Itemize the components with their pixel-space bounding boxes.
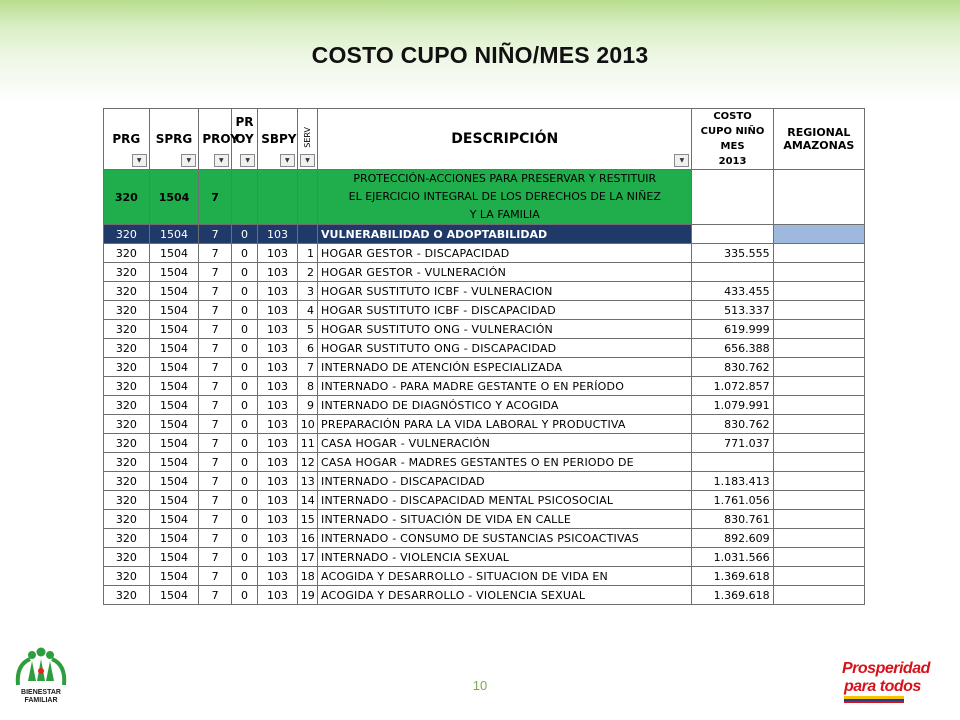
cell-sprg: 1504 (149, 339, 199, 358)
cell-costo: 830.761 (692, 510, 773, 529)
cell-proy: 7 (199, 301, 231, 320)
cell-pr: 0 (231, 377, 257, 396)
cell-descripcion: PREPARACIÓN PARA LA VIDA LABORAL Y PRODUCTIVA (318, 415, 692, 434)
cell-costo: 513.337 (692, 301, 773, 320)
cell-serv: 7 (297, 358, 317, 377)
cell-proy: 7 (199, 586, 231, 605)
cell-pr: 0 (231, 491, 257, 510)
cell-descripcion: HOGAR SUSTITUTO ICBF - DISCAPACIDAD (318, 301, 692, 320)
table-row (104, 472, 865, 491)
table-row (104, 358, 865, 377)
cell-descripcion: CASA HOGAR - MADRES GESTANTES O EN PERIODO DE (318, 453, 692, 472)
cell-pr: 0 (231, 472, 257, 491)
cell-sprg: 1504 (149, 529, 199, 548)
cell-regional (773, 529, 864, 548)
cell-regional (773, 263, 864, 282)
cell-sbpy: 103 (258, 567, 298, 586)
cell-regional (773, 339, 864, 358)
cell-sbpy: 103 (258, 396, 298, 415)
table-row (104, 453, 865, 472)
cell-sprg: 1504 (149, 225, 199, 244)
table-row (104, 586, 865, 605)
cell-descripcion: INTERNADO - DISCAPACIDAD MENTAL PSICOSOCIAL (318, 491, 692, 510)
cell-pr: 0 (231, 510, 257, 529)
cell-serv: 8 (297, 377, 317, 396)
cell-descripcion: HOGAR GESTOR - DISCAPACIDAD (318, 244, 692, 263)
cell-serv: 3 (297, 282, 317, 301)
cost-table (103, 108, 865, 605)
cell-prg: 320 (104, 244, 150, 263)
cell-serv: 17 (297, 548, 317, 567)
cell-sprg: 1504 (149, 510, 199, 529)
dropdown-arrow-icon[interactable]: ▼ (132, 154, 147, 167)
cell-sprg: 1504 (149, 282, 199, 301)
cell-sprg: 1504 (149, 548, 199, 567)
page-number: 10 (472, 678, 488, 693)
dropdown-arrow-icon[interactable]: ▼ (240, 154, 255, 167)
cell-pr: 0 (231, 567, 257, 586)
table-row (104, 491, 865, 510)
cell-regional (773, 491, 864, 510)
cell-pr: 0 (231, 453, 257, 472)
cell-costo: 1.031.566 (692, 548, 773, 567)
cell-serv: 6 (297, 339, 317, 358)
cell-proy: 7 (199, 472, 231, 491)
cell-proy: 7 (199, 415, 231, 434)
col-header-costo: COSTO CUPO NIÑO MES 2013 (692, 109, 773, 170)
table-row (104, 510, 865, 529)
cell-regional (773, 301, 864, 320)
cell-regional (773, 434, 864, 453)
table-row (104, 263, 865, 282)
cell-prg: 320 (104, 586, 150, 605)
cell-sprg: 1504 (149, 396, 199, 415)
cell-prg: 320 (104, 225, 150, 244)
cell-sbpy: 103 (258, 491, 298, 510)
cell-costo (692, 453, 773, 472)
cell-sprg: 1504 (149, 434, 199, 453)
cell-descripcion: HOGAR GESTOR - VULNERACIÓN (318, 263, 692, 282)
cell-costo: 830.762 (692, 415, 773, 434)
cell-costo: 656.388 (692, 339, 773, 358)
cell-pr (231, 170, 257, 225)
cell-prg: 320 (104, 510, 150, 529)
col-header-regional: REGIONAL AMAZONAS (773, 109, 864, 170)
cell-serv: 10 (297, 415, 317, 434)
table-row (104, 282, 865, 301)
cell-sprg: 1504 (149, 320, 199, 339)
cell-pr: 0 (231, 225, 257, 244)
cell-proy: 7 (199, 282, 231, 301)
cell-costo: 1.079.991 (692, 396, 773, 415)
table-row (104, 567, 865, 586)
cell-costo: 1.369.618 (692, 586, 773, 605)
cell-regional (773, 170, 864, 225)
family-icon (12, 645, 70, 689)
cell-sprg: 1504 (149, 301, 199, 320)
cell-serv: 16 (297, 529, 317, 548)
cell-costo: 1.183.413 (692, 472, 773, 491)
cell-serv: 1 (297, 244, 317, 263)
cell-prg: 320 (104, 472, 150, 491)
col-header-proy[interactable]: PROY ▼ (199, 109, 231, 170)
dropdown-arrow-icon[interactable]: ▼ (181, 154, 196, 167)
cell-sbpy: 103 (258, 472, 298, 491)
cell-proy: 7 (199, 244, 231, 263)
cell-sbpy: 103 (258, 225, 298, 244)
col-header-sbpy[interactable]: SBPY ▼ (258, 109, 298, 170)
cell-descripcion: HOGAR SUSTITUTO ONG - VULNERACIÓN (318, 320, 692, 339)
dropdown-arrow-icon[interactable]: ▼ (214, 154, 229, 167)
cell-costo (692, 225, 773, 244)
table-row (104, 339, 865, 358)
cell-sprg: 1504 (149, 567, 199, 586)
cell-pr: 0 (231, 548, 257, 567)
table-row (104, 548, 865, 567)
cell-descripcion: ACOGIDA Y DESARROLLO - VIOLENCIA SEXUAL (318, 586, 692, 605)
cell-proy: 7 (199, 225, 231, 244)
cell-serv: 18 (297, 567, 317, 586)
program-row (104, 170, 865, 225)
cell-regional (773, 320, 864, 339)
table-row (104, 415, 865, 434)
cell-sprg: 1504 (149, 586, 199, 605)
cell-regional (773, 453, 864, 472)
cell-sbpy: 103 (258, 510, 298, 529)
bienestar-familiar-logo: BIENESTAR FAMILIAR (12, 645, 70, 715)
cell-costo: 771.037 (692, 434, 773, 453)
cell-descripcion: INTERNADO - CONSUMO DE SUSTANCIAS PSICOACTIVAS (318, 529, 692, 548)
cell-sprg: 1504 (149, 244, 199, 263)
cell-pr: 0 (231, 415, 257, 434)
cell-proy: 7 (199, 434, 231, 453)
cell-serv (297, 170, 317, 225)
cell-descripcion: INTERNADO DE DIAGNÓSTICO Y ACOGIDA (318, 396, 692, 415)
cell-descripcion: INTERNADO - SITUACIÓN DE VIDA EN CALLE (318, 510, 692, 529)
table-row (104, 396, 865, 415)
cell-prg: 320 (104, 567, 150, 586)
cell-sbpy: 103 (258, 320, 298, 339)
table-row (104, 529, 865, 548)
cell-descripcion: PROTECCIÓN-ACCIONES PARA PRESERVAR Y RESTITUIR EL EJERCICIO INTEGRAL DE LOS DERECHOS DE LA NIÑEZ Y LA FAMILIA (318, 170, 692, 225)
cell-serv: 15 (297, 510, 317, 529)
cell-regional (773, 225, 864, 244)
cell-pr: 0 (231, 529, 257, 548)
cell-pr: 0 (231, 301, 257, 320)
cell-pr: 0 (231, 358, 257, 377)
cell-descripcion: HOGAR SUSTITUTO ICBF - VULNERACION (318, 282, 692, 301)
col-header-descripcion[interactable]: DESCRIPCIÓN ▼ (318, 109, 692, 170)
cell-regional (773, 396, 864, 415)
cell-descripcion: INTERNADO - PARA MADRE GESTANTE O EN PERÍODO (318, 377, 692, 396)
header-row (104, 109, 865, 170)
cell-sprg: 1504 (149, 453, 199, 472)
cell-sbpy: 103 (258, 263, 298, 282)
cell-costo: 1.761.056 (692, 491, 773, 510)
dropdown-arrow-icon[interactable]: ▼ (280, 154, 295, 167)
cell-prg: 320 (104, 415, 150, 434)
cell-sbpy: 103 (258, 529, 298, 548)
cell-regional (773, 358, 864, 377)
cell-prg: 320 (104, 529, 150, 548)
cell-regional (773, 548, 864, 567)
cell-proy: 7 (199, 453, 231, 472)
cell-prg: 320 (104, 339, 150, 358)
cell-serv: 5 (297, 320, 317, 339)
cell-regional (773, 567, 864, 586)
cell-proy: 7 (199, 567, 231, 586)
cell-serv: 13 (297, 472, 317, 491)
cell-regional (773, 377, 864, 396)
cell-pr: 0 (231, 263, 257, 282)
cell-pr: 0 (231, 320, 257, 339)
cell-costo: 892.609 (692, 529, 773, 548)
cell-costo: 1.369.618 (692, 567, 773, 586)
cell-sbpy: 103 (258, 244, 298, 263)
cell-regional (773, 510, 864, 529)
cell-proy: 7 (199, 377, 231, 396)
dropdown-arrow-icon[interactable]: ▼ (674, 154, 689, 167)
cell-regional (773, 586, 864, 605)
cell-pr: 0 (231, 434, 257, 453)
cell-sbpy: 103 (258, 586, 298, 605)
cell-proy: 7 (199, 396, 231, 415)
cell-serv: 9 (297, 396, 317, 415)
cell-prg: 320 (104, 320, 150, 339)
cell-prg: 320 (104, 170, 150, 225)
cell-sprg: 1504 (149, 377, 199, 396)
cell-sbpy: 103 (258, 377, 298, 396)
col-header-serv[interactable]: SERV ▼ (297, 109, 317, 170)
cell-pr: 0 (231, 396, 257, 415)
cell-descripcion: INTERNADO - VIOLENCIA SEXUAL (318, 548, 692, 567)
cell-costo: 619.999 (692, 320, 773, 339)
cell-descripcion: INTERNADO DE ATENCIÓN ESPECIALIZADA (318, 358, 692, 377)
cell-regional (773, 244, 864, 263)
cell-sbpy: 103 (258, 548, 298, 567)
flag-stripes-icon (838, 696, 948, 704)
cell-costo (692, 263, 773, 282)
cell-regional (773, 415, 864, 434)
table-row (104, 320, 865, 339)
cell-sprg: 1504 (149, 170, 199, 225)
cell-pr: 0 (231, 586, 257, 605)
cell-pr: 0 (231, 244, 257, 263)
cell-serv: 19 (297, 586, 317, 605)
cell-proy: 7 (199, 529, 231, 548)
cell-prg: 320 (104, 434, 150, 453)
cell-descripcion: INTERNADO - DISCAPACIDAD (318, 472, 692, 491)
cell-sbpy (258, 170, 298, 225)
cell-prg: 320 (104, 377, 150, 396)
cell-serv: 11 (297, 434, 317, 453)
cell-proy: 7 (199, 548, 231, 567)
cell-descripcion: CASA HOGAR - VULNERACIÓN (318, 434, 692, 453)
table-row (104, 301, 865, 320)
cell-proy: 7 (199, 358, 231, 377)
cell-sprg: 1504 (149, 472, 199, 491)
cell-serv: 2 (297, 263, 317, 282)
cell-costo: 1.072.857 (692, 377, 773, 396)
table-row (104, 434, 865, 453)
cell-proy: 7 (199, 320, 231, 339)
cell-sbpy: 103 (258, 453, 298, 472)
cell-prg: 320 (104, 282, 150, 301)
col-header-prg[interactable]: PRG ▼ (104, 109, 150, 170)
cell-proy: 7 (199, 263, 231, 282)
cell-proy: 7 (199, 339, 231, 358)
cell-proy: 7 (199, 510, 231, 529)
cell-regional (773, 282, 864, 301)
cell-regional (773, 472, 864, 491)
cell-prg: 320 (104, 453, 150, 472)
cell-prg: 320 (104, 491, 150, 510)
cell-serv: 4 (297, 301, 317, 320)
subprogram-row (104, 225, 865, 244)
cell-sbpy: 103 (258, 301, 298, 320)
cell-proy: 7 (199, 170, 231, 225)
cell-sprg: 1504 (149, 491, 199, 510)
cell-descripcion: VULNERABILIDAD O ADOPTABILIDAD (318, 225, 692, 244)
cell-sbpy: 103 (258, 339, 298, 358)
prosperidad-para-todos-logo: Prosperidad para todos (838, 658, 948, 706)
cell-descripcion: HOGAR SUSTITUTO ONG - DISCAPACIDAD (318, 339, 692, 358)
cell-costo: 433.455 (692, 282, 773, 301)
cell-costo (692, 170, 773, 225)
col-header-sprg[interactable]: SPRG ▼ (149, 109, 199, 170)
cell-serv (297, 225, 317, 244)
cell-costo: 830.762 (692, 358, 773, 377)
table-row (104, 244, 865, 263)
cell-proy: 7 (199, 491, 231, 510)
cell-sprg: 1504 (149, 415, 199, 434)
cell-serv: 12 (297, 453, 317, 472)
table-row (104, 377, 865, 396)
cell-pr: 0 (231, 339, 257, 358)
col-header-pr[interactable]: PR OY ▼ (231, 109, 257, 170)
cell-sbpy: 103 (258, 415, 298, 434)
cell-sbpy: 103 (258, 358, 298, 377)
cell-sbpy: 103 (258, 434, 298, 453)
cell-serv: 14 (297, 491, 317, 510)
cell-sprg: 1504 (149, 358, 199, 377)
dropdown-arrow-icon[interactable]: ▼ (300, 154, 315, 167)
cell-prg: 320 (104, 358, 150, 377)
cell-prg: 320 (104, 263, 150, 282)
cell-sbpy: 103 (258, 282, 298, 301)
slide-title: COSTO CUPO NIÑO/MES 2013 (311, 42, 649, 68)
cell-sprg: 1504 (149, 263, 199, 282)
cell-prg: 320 (104, 548, 150, 567)
cell-pr: 0 (231, 282, 257, 301)
cell-prg: 320 (104, 301, 150, 320)
cell-costo: 335.555 (692, 244, 773, 263)
cell-descripcion: ACOGIDA Y DESARROLLO - SITUACION DE VIDA EN (318, 567, 692, 586)
cell-prg: 320 (104, 396, 150, 415)
